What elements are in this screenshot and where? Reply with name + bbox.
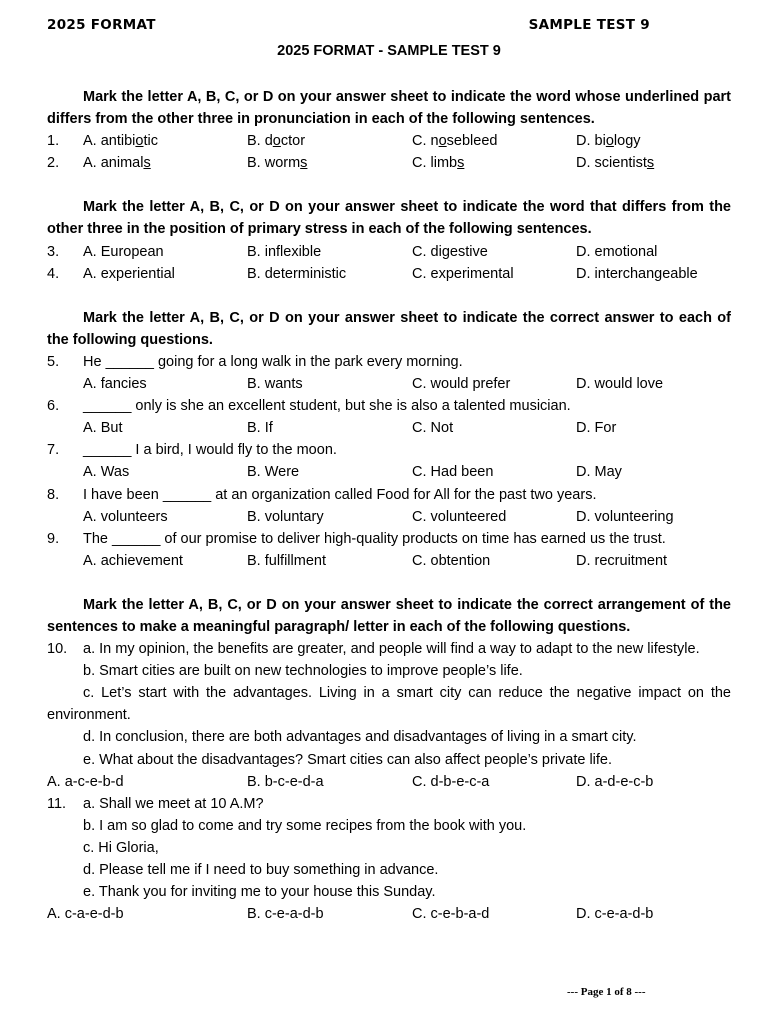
option-d: D. would love: [576, 376, 664, 393]
option-c: C. nosebleed: [412, 133, 498, 150]
option-d: D. a-d-e-c-b: [576, 773, 654, 790]
sentence-a: a. Shall we meet at 10 A.M?: [83, 795, 264, 812]
sentence-a: 10. a. In my opinion, the benefits are greater, and people will find a way to adapt to the new lifestyle.: [47, 638, 731, 660]
sentence-d: d. In conclusion, there are both advantages and disadvantages of living in a smart city.: [83, 729, 637, 746]
option-c: C. experimental: [412, 265, 514, 282]
question-stem-row: [47, 351, 731, 373]
question-number: 7.: [47, 442, 60, 459]
question-number: 10.: [47, 641, 68, 658]
sentence-b: b. I am so glad to come and try some recipes from the book with you.: [83, 817, 527, 834]
option-c: C. d-b-e-c-a: [412, 773, 490, 790]
option-c: C. Had been: [412, 464, 494, 481]
question-row: [47, 130, 731, 152]
header-format: 2025 FORMAT: [47, 17, 156, 33]
option-d: D. emotional: [576, 243, 658, 260]
option-a: A. a-c-e-b-d: [47, 773, 124, 790]
option-a: A. animals: [83, 155, 151, 172]
question-number: 1.: [47, 133, 60, 150]
sentence-d: d. Please tell me if I need to buy something in advance.: [83, 862, 439, 878]
question-number: 8.: [47, 486, 60, 503]
option-d: D. For: [576, 420, 617, 437]
document-body: [47, 86, 731, 925]
option-b: B. doctor: [247, 133, 306, 150]
question-options-row: [47, 417, 731, 439]
option-c: C. would prefer: [412, 376, 511, 393]
document-title: 2025 FORMAT - SAMPLE TEST 9: [277, 43, 501, 59]
question-options-row: [47, 373, 731, 395]
section-instruction-pronunciation: Mark the letter A, B, C, or D on your answer sheet to indicate the word whose underlined part differs from the other three in pronunciation in each of the following sentences.: [47, 89, 731, 128]
option-c: C. c-e-b-a-d: [412, 906, 490, 923]
question-stem: ______ only is she an excellent student, but she is also a talented musician.: [83, 398, 571, 415]
option-b: B. worms: [247, 155, 308, 172]
question-number: 6.: [47, 398, 60, 415]
option-a: A. c-a-e-d-b: [47, 906, 124, 923]
question-stem-row: [47, 484, 731, 506]
question-number: 11.: [47, 795, 67, 812]
option-b: B. If: [247, 420, 273, 437]
option-a: A. Was: [83, 464, 130, 481]
question-stem-row: [47, 793, 731, 815]
section-instruction-stress: Mark the letter A, B, C, or D on your answer sheet to indicate the word that differs from the other three in the position of primary stress in each of the following sentences.: [47, 199, 731, 238]
page-footer: --- Page 1 of 8 ---: [567, 986, 646, 998]
question-number: 5.: [47, 353, 60, 370]
option-b: B. fulfillment: [247, 552, 326, 569]
question-row: [47, 241, 731, 263]
option-c: C. limbs: [412, 155, 465, 172]
question-stem: He ______ going for a long walk in the park every morning.: [83, 353, 463, 370]
option-b: B. b-c-e-d-a: [247, 773, 324, 790]
question-stem: ______ I a bird, I would fly to the moon.: [83, 442, 337, 459]
option-b: B. voluntary: [247, 508, 324, 525]
option-b: B. inflexible: [247, 243, 322, 260]
question-options-row: [47, 550, 731, 572]
option-d: D. biology: [576, 133, 641, 150]
question-number: 4.: [47, 265, 60, 282]
option-c: C. Not: [412, 420, 454, 437]
question-number: 3.: [47, 243, 60, 260]
question-stem: The ______ of our promise to deliver high-quality products on time has earned us the trust.: [83, 530, 666, 547]
option-c: C. volunteered: [412, 508, 507, 525]
option-a: A. antibiotic: [83, 133, 158, 150]
question-number: 2.: [47, 155, 60, 172]
sentence-c: c. Let’s start with the advantages. Living in a smart city can reduce the negative impact on the environment.: [47, 685, 731, 724]
question-stem-row: [47, 395, 731, 417]
option-b: B. c-e-a-d-b: [247, 906, 324, 923]
option-b: B. wants: [247, 376, 303, 393]
question-options-row: [47, 771, 731, 793]
option-d: D. recruitment: [576, 552, 668, 569]
option-a: A. European: [83, 243, 164, 260]
question-stem: I have been ______ at an organization called Food for All for the past two years.: [83, 486, 597, 503]
option-a: A. achievement: [83, 552, 183, 569]
question-options-row: [47, 461, 731, 483]
sentence-e: e. Thank you for inviting me to your house this Sunday.: [83, 884, 436, 901]
option-d: D. scientists: [576, 155, 655, 172]
question-stem-row: [47, 528, 731, 550]
option-d: D. c-e-a-d-b: [576, 906, 654, 923]
option-a: A. But: [83, 420, 123, 437]
sentence-b: b. Smart cities are built on new technologies to improve people’s life.: [83, 663, 523, 680]
option-b: B. Were: [247, 464, 300, 481]
sentence-e: e. What about the disadvantages? Smart cities can also affect people’s private life.: [83, 751, 613, 768]
sentence-c: c. Hi Gloria,: [83, 839, 159, 856]
option-b: B. deterministic: [247, 265, 347, 282]
option-d: D. volunteering: [576, 508, 674, 525]
section-instruction-arrangement: Mark the letter A, B, C, or D on your answer sheet to indicate the correct arrangement of the sentences to make a meaningful paragraph/ letter in each of the following questions.: [47, 596, 731, 635]
option-c: C. obtention: [412, 552, 491, 569]
question-row: [47, 263, 731, 285]
question-number: 9.: [47, 530, 60, 547]
option-a: A. experiential: [83, 265, 175, 282]
option-a: A. fancies: [83, 376, 147, 393]
question-options-row: [47, 903, 731, 925]
option-d: D. interchangeable: [576, 265, 698, 282]
question-row: [47, 152, 731, 174]
option-d: D. May: [576, 464, 622, 481]
header-test-number: SAMPLE TEST 9: [528, 17, 650, 33]
option-c: C. digestive: [412, 243, 488, 260]
question-stem-row: [47, 439, 731, 461]
question-options-row: [47, 506, 731, 528]
option-a: A. volunteers: [83, 508, 168, 525]
page-header: [47, 17, 650, 37]
section-instruction-grammar: Mark the letter A, B, C, or D on your answer sheet to indicate the correct answer to each of the following questions.: [47, 309, 731, 348]
